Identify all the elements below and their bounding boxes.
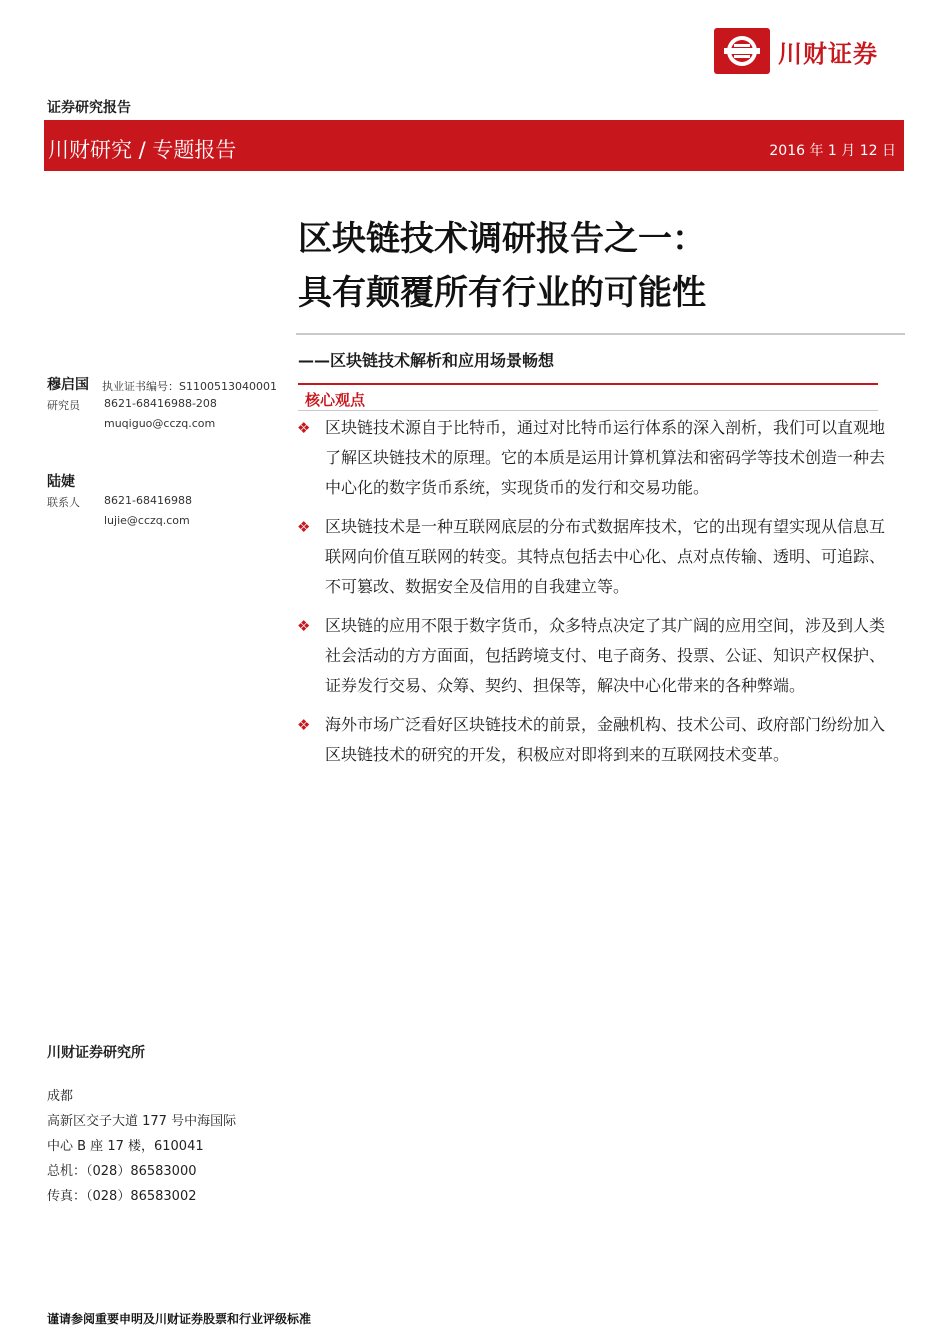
contact-role: 联系人 <box>47 496 80 509</box>
core-bullet <box>297 512 900 602</box>
address-line: 中心 B 座 17 楼，610041 <box>47 1139 204 1154</box>
report-category: 川财研究 / 专题报告 <box>48 138 237 162</box>
report-date: 2016 年 1 月 12 日 <box>769 143 896 159</box>
title-line-1: 区块链技术调研报告之一： <box>298 219 706 259</box>
core-bullet-text: 区块链的应用不限于数字货币，众多特点决定了其广阔的应用空间，涉及到人类社会活动的方方面面，包括跨境支付、电子商务、投票、公证、知识产权保护、证券发行交易、众筹、契约、担保等，解决中心化带来的各种弊端。 <box>325 616 886 695</box>
contact-phone: 8621-68416988 <box>104 494 192 507</box>
document-type: 证券研究报告 <box>47 100 131 116</box>
footer-disclaimer: 谨请参阅重要申明及川财证券股票和行业评级标准 <box>47 1312 312 1326</box>
contact-name: 陆婕 <box>47 474 75 490</box>
address-line: 成都 <box>47 1089 74 1104</box>
core-top-rule <box>298 383 878 385</box>
diamond-bullet-icon: ❖ <box>297 419 311 437</box>
core-bullet-text: 区块链技术是一种互联网底层的分布式数据库技术，它的出现有望实现从信息互联网向价值互联网的转变。其特点包括去中心化、点对点传输、透明、可追踪、不可篡改、数据安全及信用的自我建立等。 <box>325 517 886 596</box>
analyst-cert-row <box>102 378 302 394</box>
contact-email[interactable]: lujie@cczq.com <box>104 514 190 527</box>
core-bullet <box>297 710 900 770</box>
contact-phone-row <box>47 494 287 510</box>
firm-name: 川财证券研究所 <box>47 1045 145 1061</box>
analyst-phone-row <box>47 397 287 413</box>
analyst-email[interactable]: muqiguo@cczq.com <box>104 417 216 430</box>
diamond-bullet-icon: ❖ <box>297 617 311 635</box>
address-line: 高新区交子大道 177 号中海国际 <box>47 1114 237 1129</box>
analyst-role: 研究员 <box>47 399 80 412</box>
address-fax: 传真：（028）86583002 <box>47 1189 197 1204</box>
core-bottom-rule <box>298 410 878 411</box>
title-line-2: 具有颠覆所有行业的可能性 <box>298 273 706 313</box>
logo-mark-icon <box>714 28 770 74</box>
company-logo <box>714 28 878 74</box>
core-bullet-text: 区块链技术源自于比特币，通过对比特币运行体系的深入剖析，我们可以直观地了解区块链技术的原理。它的本质是运用计算机算法和密码学等技术创造一种去中心化的数字货币系统，实现货币的发行和交易功能。 <box>325 418 886 497</box>
report-title <box>298 212 706 320</box>
core-views-list <box>297 413 900 779</box>
title-divider <box>296 333 905 335</box>
contact-email-row <box>47 514 287 530</box>
report-subtitle: ——区块链技术解析和应用场景畅想 <box>298 351 555 370</box>
core-views-heading: 核心观点 <box>305 391 366 409</box>
core-bullet-text: 海外市场广泛看好区块链技术的前景，金融机构、技术公司、政府部门纷纷加入区块链技术的研究的开发，积极应对即将到来的互联网技术变革。 <box>325 715 886 764</box>
header-banner <box>44 120 904 171</box>
analyst-field-label: 执业证书编号： <box>102 380 179 393</box>
analyst-name: 穆启国 <box>47 377 89 393</box>
diamond-bullet-icon: ❖ <box>297 716 311 734</box>
diamond-bullet-icon: ❖ <box>297 518 311 536</box>
address-phone: 总机：（028）86583000 <box>47 1164 197 1179</box>
firm-address <box>47 1084 236 1209</box>
logo-text: 川财证券 <box>778 39 878 68</box>
analyst-email-row <box>47 417 287 433</box>
core-bullet <box>297 413 900 503</box>
analyst-phone: 8621-68416988-208 <box>104 397 217 410</box>
core-bullet <box>297 611 900 701</box>
analyst-cert-number: S1100513040001 <box>179 380 277 393</box>
